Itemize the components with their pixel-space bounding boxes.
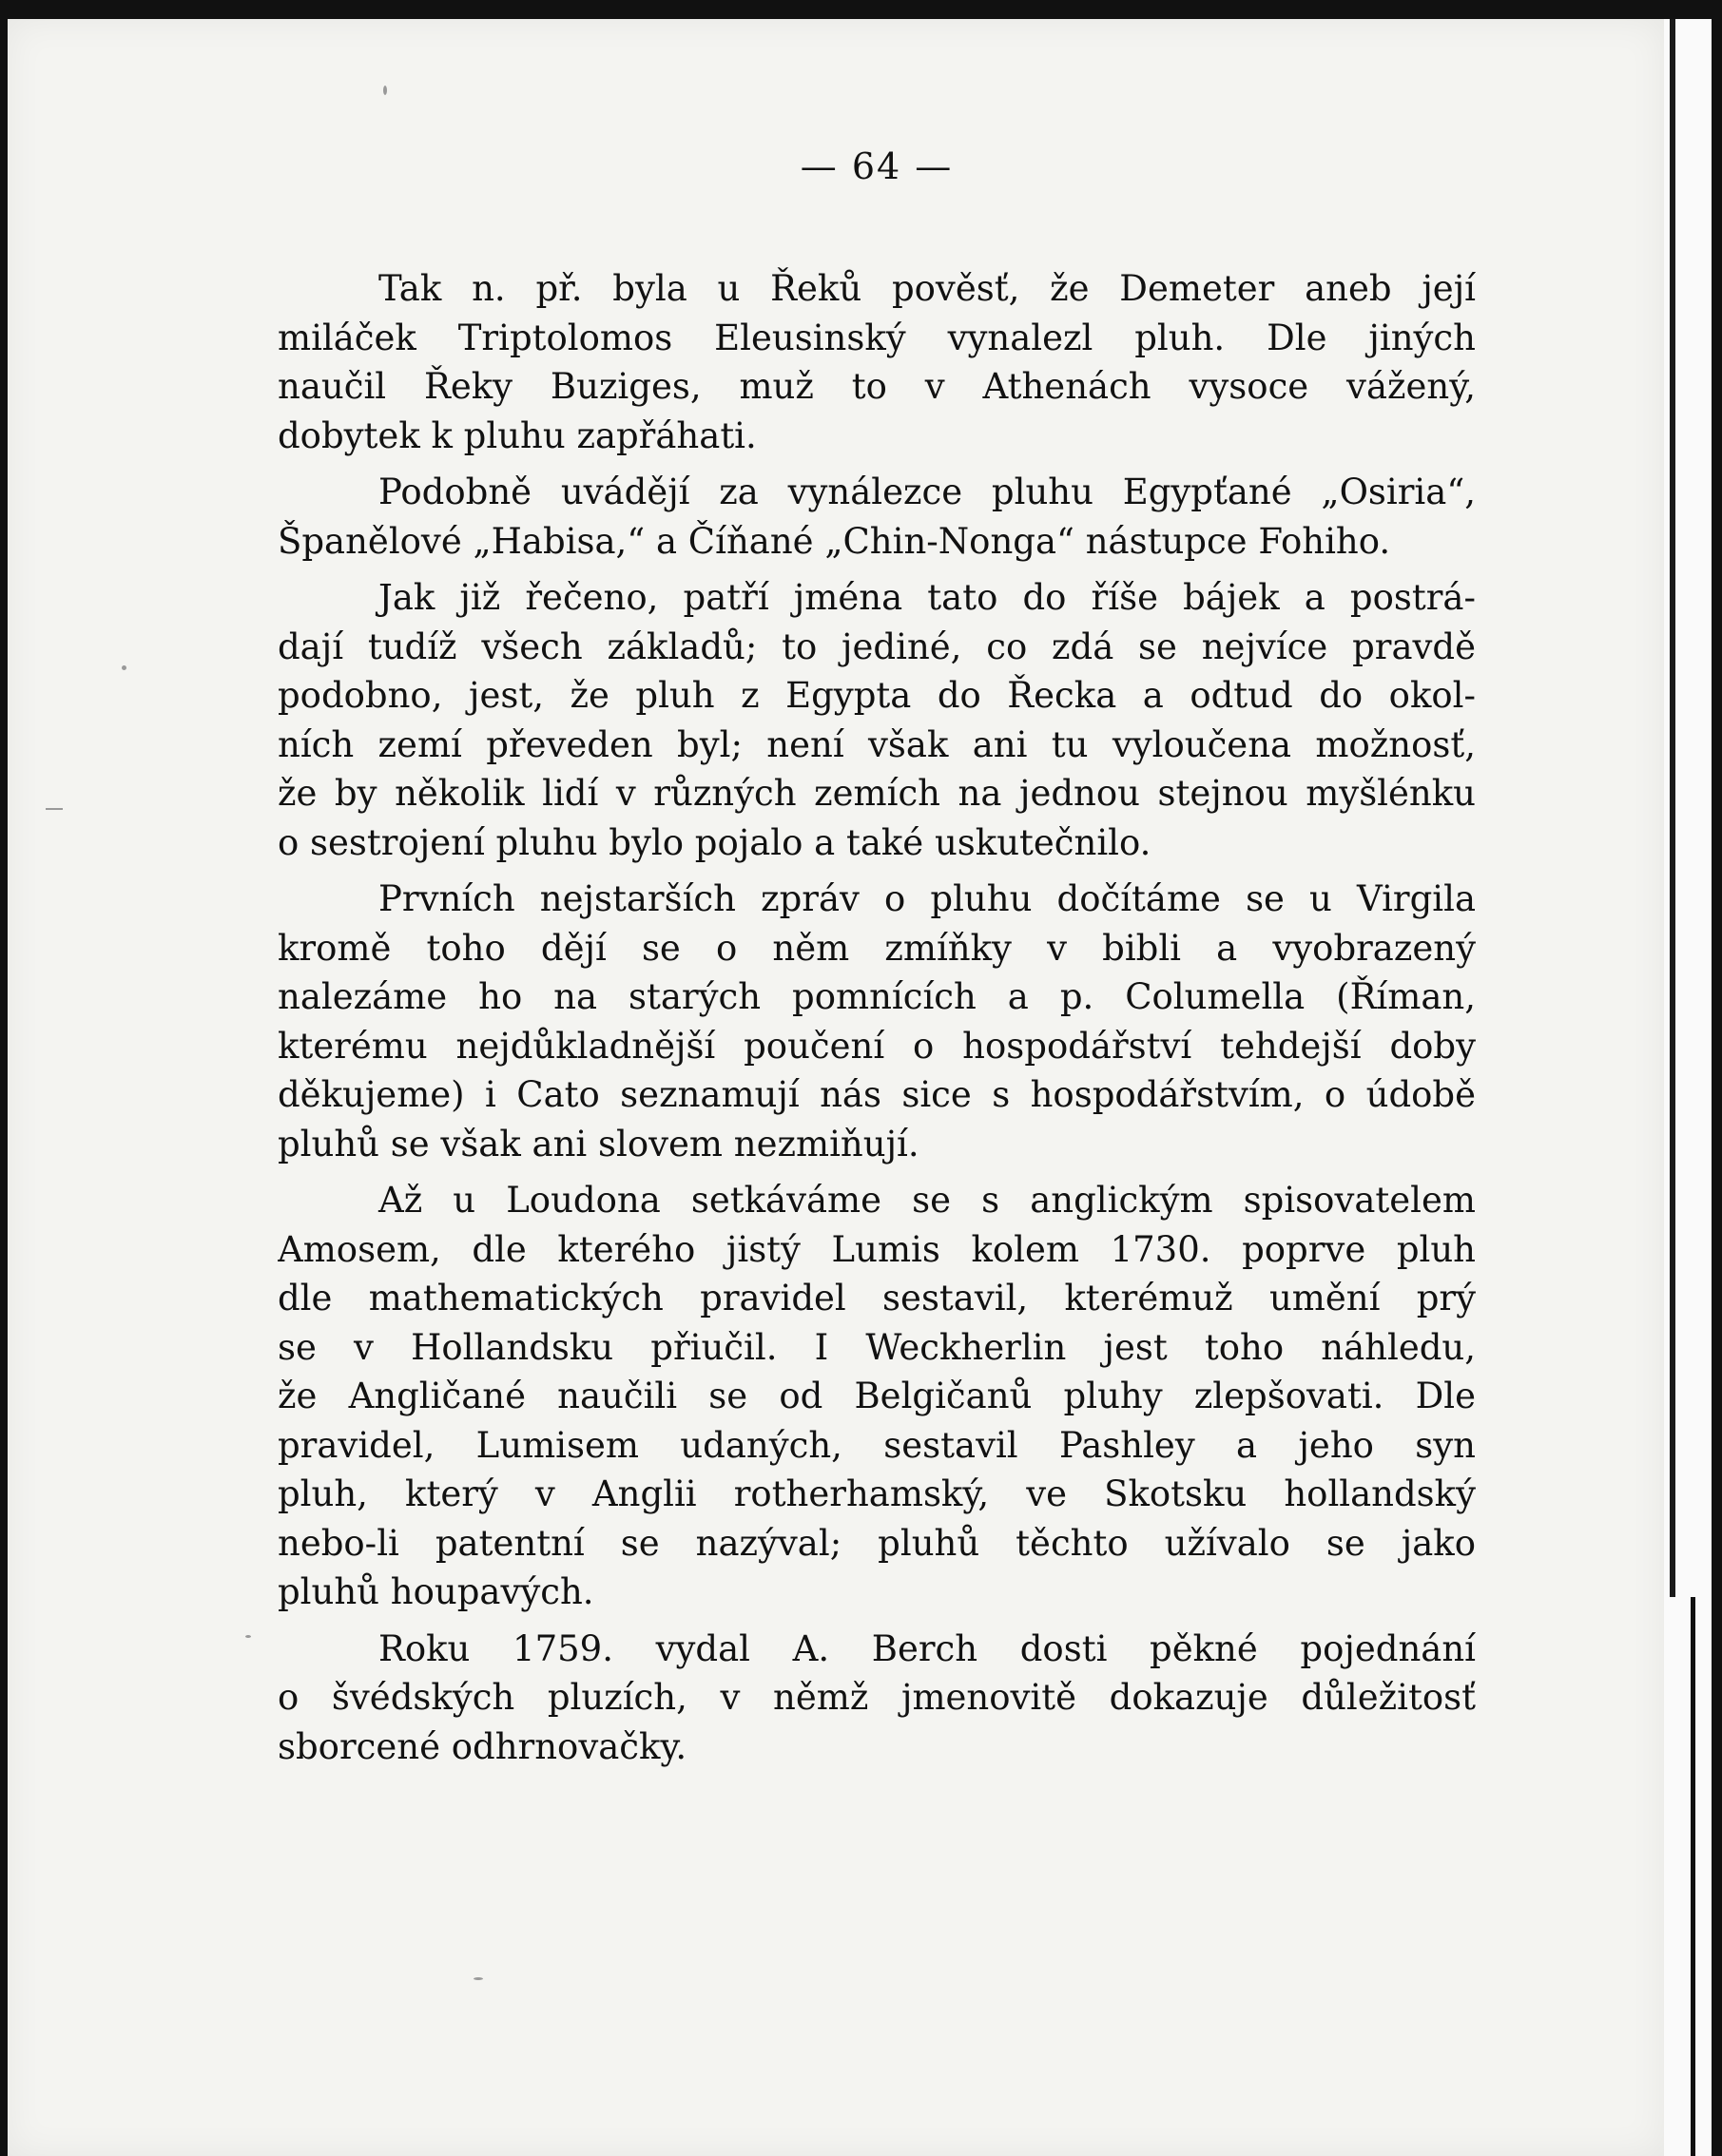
- text-line: pluhů se však ani slovem nezmiňují.: [278, 1123, 919, 1165]
- text-line: pravidel, Lumisem udaných, sestavil Pashley a jeho syn: [278, 1424, 1476, 1466]
- text-line: ních zemí převeden byl; není však ani tu vyloučena možnosť,: [278, 723, 1476, 765]
- paragraph: [278, 264, 1476, 460]
- text-line: dle mathematických pravidel sestavil, kterémuž umění prý: [278, 1278, 1476, 1319]
- text-line: miláček Triptolomos Eleusinský vynalezl pluh. Dle jiných: [278, 317, 1476, 358]
- speck: [383, 86, 387, 95]
- text-line: Roku 1759. vydal A. Berch dosti pěkné pojednání: [378, 1627, 1476, 1669]
- text-line: dají tudíž všech základů; to jediné, co zdá se nejvíce pravdě: [278, 626, 1476, 667]
- text-line: nebo-li patentní se nazýval; pluhů těchto užívalo se jako: [278, 1522, 1476, 1564]
- text-line: o švédských pluzích, v němž jmenovitě dokazuje důležitosť: [278, 1677, 1476, 1718]
- text-line: sborcené odhrnovačky.: [278, 1725, 687, 1767]
- paragraphs: [278, 264, 1476, 1771]
- text-line: kterému nejdůkladnější poučení o hospodářství tehdejší doby: [278, 1025, 1476, 1067]
- page-number: — 64 —: [800, 145, 954, 187]
- text-line: Tak n. př. byla u Řeků pověsť, že Demeter aneb její: [378, 268, 1476, 309]
- text-line: děkujeme) i Cato seznamují nás sice s hospodářstvím, o údobě: [278, 1074, 1476, 1115]
- speck: [474, 1977, 483, 1980]
- text-line: Jak již řečeno, patří jména tato do říše bájek a postrá-: [378, 577, 1476, 618]
- text-line: že Angličané naučili se od Belgičanů pluhy zlepšovati. Dle: [278, 1376, 1476, 1416]
- text-line: nalezáme ho na starých pomnících a p. Columella (Říman,: [278, 976, 1476, 1017]
- speck: [122, 665, 126, 670]
- paragraph: [278, 468, 1476, 566]
- text-line: pluh, který v Anglii rotherhamský, ve Skotsku hollandský: [278, 1473, 1476, 1514]
- text-line: o sestrojení pluhu bylo pojalo a také uskutečnilo.: [278, 821, 1151, 863]
- paragraph: [278, 1625, 1476, 1772]
- speck: [245, 1635, 251, 1638]
- paragraph: [278, 875, 1476, 1168]
- edge-shadow-bottom: [1691, 1597, 1695, 2156]
- paragraph: [278, 573, 1476, 867]
- text-line: Prvních nejstarších zpráv o pluhu dočítáme se u Virgila: [378, 878, 1476, 919]
- speck: [46, 808, 63, 810]
- edge-shadow-top: [1670, 19, 1675, 1597]
- text-line: podobno, jest, že pluh z Egypta do Řecka a odtud do okol-: [278, 675, 1476, 716]
- book-edge: [1664, 19, 1712, 2156]
- text-line: Až u Loudona setkáváme se s anglickým spisovatelem: [378, 1180, 1476, 1221]
- text-line: Amosem, dle kterého jistý Lumis kolem 1730. poprve pluh: [278, 1228, 1476, 1270]
- text-line: naučil Řeky Buziges, muž to v Athenách vysoce vážený,: [278, 366, 1476, 407]
- text-line: Španělové „Habisa,“ a Číňané „Chin-Nonga“ nástupce Fohiho.: [278, 520, 1391, 562]
- text-line: že by několik lidí v různých zemích na jednou stejnou myšlénku: [278, 773, 1476, 814]
- text-line: dobytek k pluhu zapřáhati.: [278, 414, 757, 456]
- text-line: Podobně uvádějí za vynálezce pluhu Egypťané „Osiria“,: [378, 472, 1476, 512]
- text-line: pluhů houpavých.: [278, 1571, 594, 1612]
- paragraph: [278, 1176, 1476, 1617]
- text-line: kromě toho dějí se o něm zmíňky v bibli a vyobrazený: [278, 927, 1476, 969]
- text-block: [278, 143, 1476, 1779]
- text-line: se v Hollandsku přiučil. I Weckherlin jest toho náhledu,: [278, 1326, 1476, 1368]
